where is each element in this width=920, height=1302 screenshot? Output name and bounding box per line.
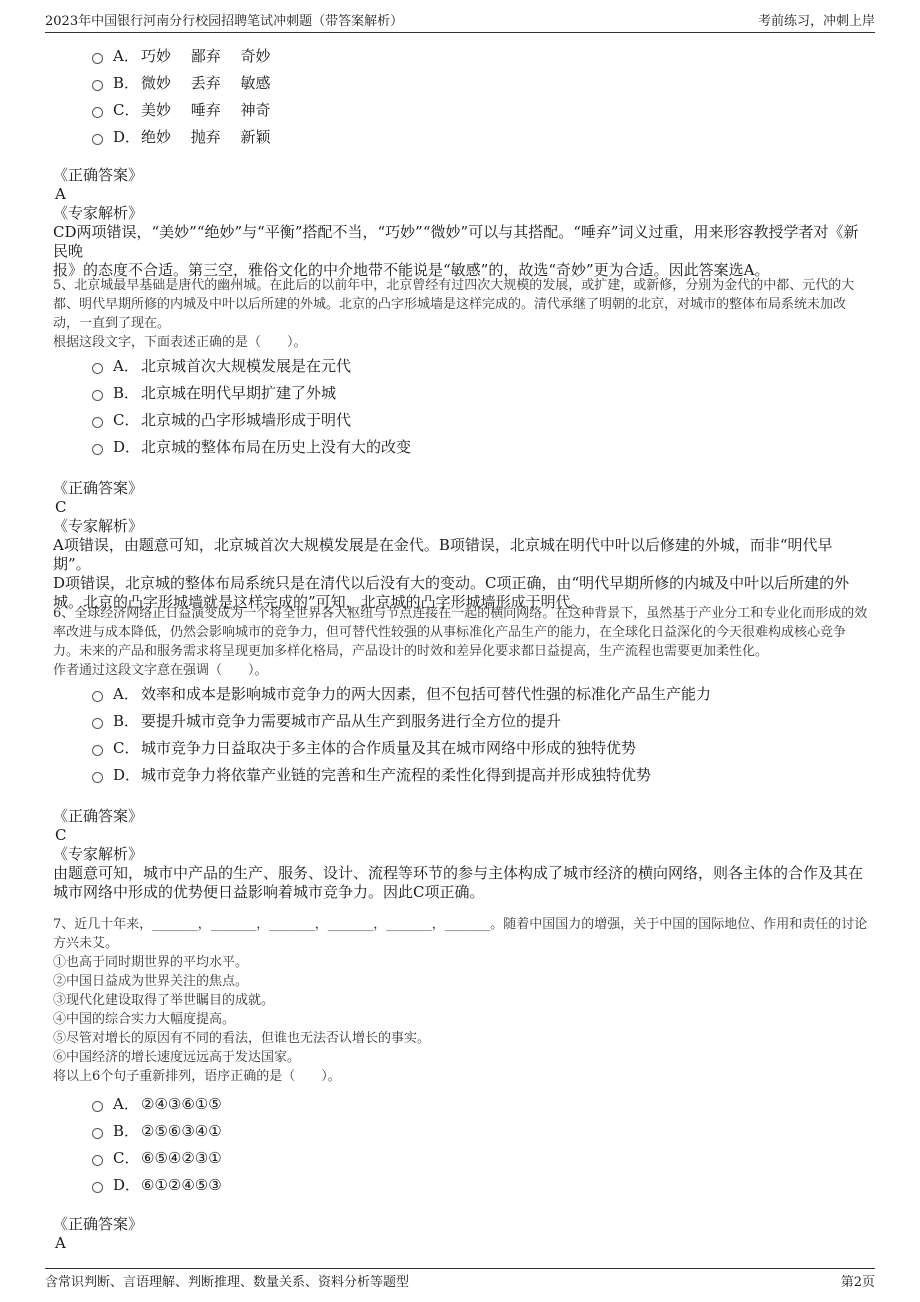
page-number: 第2页 (840, 1274, 875, 1290)
answer-label: 《正确答案》 (53, 807, 144, 825)
analysis-label: 《专家解析》 (53, 204, 144, 222)
answer-label: 《正确答案》 (53, 479, 144, 497)
q7-options (92, 1090, 222, 1198)
header-slogan: 考前练习，冲刺上岸 (757, 14, 875, 29)
q7-option-d[interactable]: D． ⑥①②④⑤③ (92, 1171, 222, 1198)
q7-answer-block (53, 1215, 868, 1253)
answer-label: 《正确答案》 (53, 166, 144, 184)
radio-button-icon[interactable] (92, 417, 103, 428)
q4-answer-block (53, 166, 868, 280)
q4-options (92, 42, 271, 150)
radio-button-icon[interactable] (92, 53, 103, 64)
radio-button-icon[interactable] (92, 772, 103, 783)
q6-option-c[interactable]: C． 城市竞争力日益取决于多主体的合作质量及其在城市网络中形成的独特优势 (92, 734, 711, 761)
radio-button-icon[interactable] (92, 444, 103, 455)
q6-option-a[interactable]: A． 效率和成本是影响城市竞争力的两大因素，但不包括可替代性强的标准化产品生产能力 (92, 680, 711, 707)
radio-button-icon[interactable] (92, 390, 103, 401)
q6-option-d[interactable]: D． 城市竞争力将依靠产业链的完善和生产流程的柔性化得到提高并形成独特优势 (92, 761, 711, 788)
analysis-text: D项错误，北京城的整体布局系统只是在清代以后没有大的变动。C项正确，由“明代早期所修的内城及中叶以后所建的外 (53, 574, 850, 592)
analysis-text: CD两项错误，“美妙”“绝妙”与“平衡”搭配不当，“巧妙”“微妙”可以与其搭配。“唾弃”词义过重，用来形容教授学者对《新民晚 (53, 223, 859, 260)
q6-stem: 6、全球经济网络正日益演变成为一个将全世界各大枢纽与节点连接在一起的横向网络。在这种背景下，虽然基于产业分工和专业化而形成的效 率改进与成本降低，仍然会影响城市的竞争力，但可替代性较强的从事标准化产品生产的能力，在全球化日益深化的今天很难构成核心竞争 力。未来的产品和服务需求将呈现更加多样化格局，产品设计的时效和差异化要求都日益提高，生产流程也需要更加柔性化。 作者通过这段文字意在强调（ ）。 (53, 606, 868, 678)
analysis-text: 由题意可知，城市中产品的生产、服务、设计、流程等环节的参与主体构成了城市经济的横向网络，则各主体的合作及其在 (53, 864, 864, 882)
radio-button-icon[interactable] (92, 80, 103, 91)
footer-topics: 含常识判断、言语理解、判断推理、数量关系、资料分析等题型 (45, 1274, 410, 1290)
q6-answer-block (53, 807, 868, 902)
radio-button-icon[interactable] (92, 1182, 103, 1193)
q7-option-c[interactable]: C． ⑥⑤④②③① (92, 1144, 222, 1171)
q7-option-b[interactable]: B． ②⑤⑥③④① (92, 1117, 222, 1144)
q5-answer-block (53, 479, 868, 612)
analysis-text: 城。北京的凸字形城墙就是这样完成的”可知，北京城的凸字形城墙形成于明代。 (53, 593, 586, 611)
q4-option-d[interactable]: D． 绝妙 抛弃 新颖 (92, 123, 271, 150)
analysis-text: 城市网络中形成的优势便日益影响着城市竞争力。因此C项正确。 (53, 883, 485, 901)
answer-value: A (55, 1234, 66, 1252)
radio-button-icon[interactable] (92, 363, 103, 374)
q4-option-a[interactable]: A． 巧妙 鄙弃 奇妙 (92, 42, 271, 69)
q5-stem: 5、北京城最早基础是唐代的幽州城。在此后的以前年中，北京曾经有过四次大规模的发展，或扩建，或新修，分别为金代的中都、元代的大 都、明代早期所修的内城及中叶以后所建的外城。北京的凸字形城墙是这样完成的。清代承继了明朝的北京，对城市的整体布局系统未加改 动，一直到了现在。 根据这段文字，下面表述正确的是（ ）。 (53, 278, 855, 350)
page-footer (45, 1268, 875, 1291)
answer-value: A (55, 185, 66, 203)
q5-option-c[interactable]: C． 北京城的凸字形城墙形成于明代 (92, 406, 411, 433)
q6-options (92, 680, 711, 788)
document-title: 2023年中国银行河南分行校园招聘笔试冲刺题（带答案解析） (45, 14, 404, 29)
analysis-text: 报》的态度不合适。第三空，雅俗文化的中介地带不能说是“敏感”的，故选“奇妙”更为合适。因此答案选A。 (53, 261, 770, 279)
answer-value: C (55, 498, 67, 516)
q6-option-b[interactable]: B． 要提升城市竞争力需要城市产品从生产到服务进行全方位的提升 (92, 707, 711, 734)
page-header (45, 10, 875, 33)
analysis-text: A项错误，由题意可知，北京城首次大规模发展是在金代。B项错误，北京城在明代中叶以后修建的外城，而非“明代早期”。 (53, 536, 833, 573)
analysis-label: 《专家解析》 (53, 845, 144, 863)
radio-button-icon[interactable] (92, 134, 103, 145)
answer-label: 《正确答案》 (53, 1215, 144, 1233)
q4-option-b[interactable]: B． 微妙 丢弃 敏感 (92, 69, 271, 96)
radio-button-icon[interactable] (92, 1128, 103, 1139)
q4-option-c[interactable]: C． 美妙 唾弃 神奇 (92, 96, 271, 123)
radio-button-icon[interactable] (92, 1101, 103, 1112)
radio-button-icon[interactable] (92, 107, 103, 118)
q5-option-a[interactable]: A． 北京城首次大规模发展是在元代 (92, 352, 411, 379)
q5-option-b[interactable]: B． 北京城在明代早期扩建了外城 (92, 379, 411, 406)
radio-button-icon[interactable] (92, 718, 103, 729)
q7-stem: 7、近几十年来，_______，_______，_______，_______，_______，_______。随着中国国力的增强，关于中国的国际地位、作用和责任的讨论 方兴未艾。 ①也高于同时期世界的平均水平。 ②中国日益成为世界关注的焦点。 ③现代化建设取得了举世瞩目的成就。 ④中国的综合实力大幅度提高。 ⑤尽管对增长的原因有不同的看法，但谁也无法否认增长的事实。 ⑥中国经济的增长速度远远高于发达国家。 将以上6个句子重新排列，语序正确的是（ ）。 (53, 917, 868, 1084)
answer-value: C (55, 826, 67, 844)
radio-button-icon[interactable] (92, 745, 103, 756)
q5-options (92, 352, 411, 460)
q7-option-a[interactable]: A． ②④③⑥①⑤ (92, 1090, 222, 1117)
radio-button-icon[interactable] (92, 1155, 103, 1166)
q5-option-d[interactable]: D． 北京城的整体布局在历史上没有大的改变 (92, 433, 411, 460)
analysis-label: 《专家解析》 (53, 517, 144, 535)
radio-button-icon[interactable] (92, 691, 103, 702)
